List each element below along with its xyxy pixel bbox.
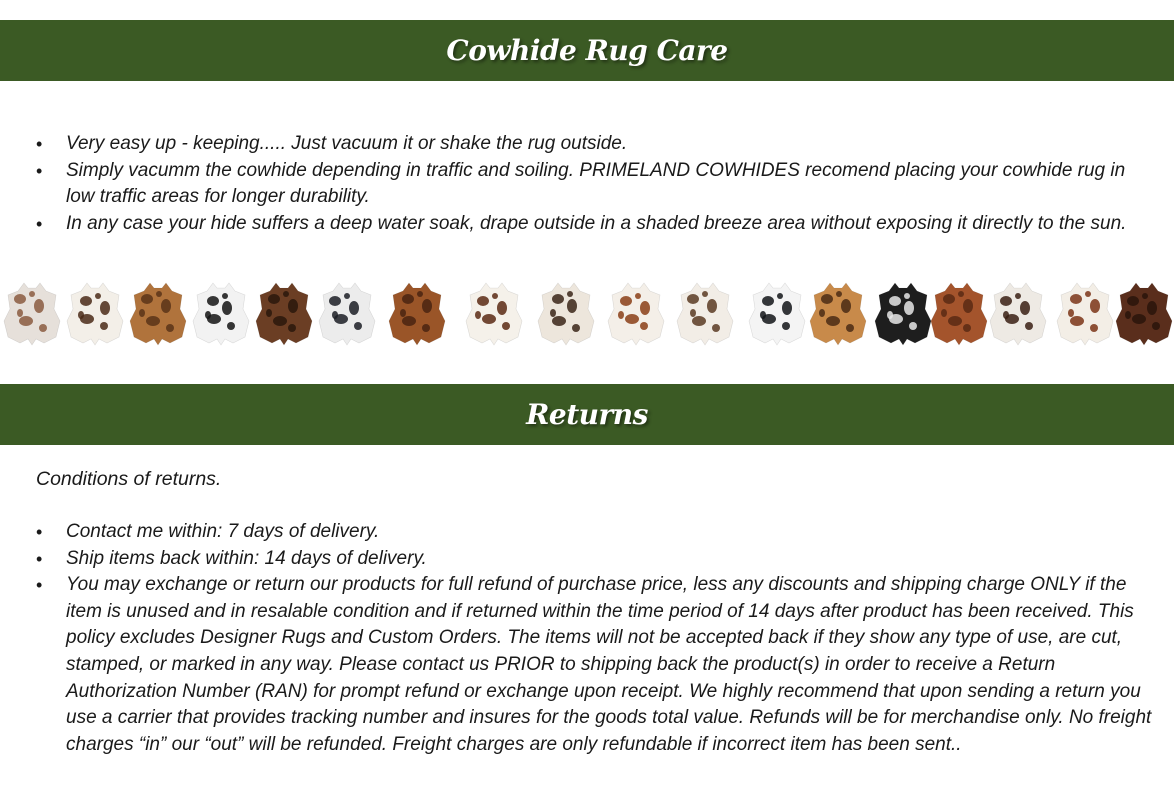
cowhide-rug-thumbnail (1057, 283, 1113, 345)
cowhide-rug-thumbnail (990, 283, 1046, 345)
cowhide-rug-thumbnail (193, 283, 249, 345)
cowhide-rug-thumbnail (749, 283, 805, 345)
cowhide-rug-thumbnail (256, 283, 312, 345)
care-list (36, 131, 1154, 237)
cowhide-gallery (0, 276, 1174, 350)
cowhide-rug-thumbnail (319, 283, 375, 345)
cowhide-rug-thumbnail (677, 283, 733, 345)
returns-bullet: • Ship items back within: 14 days of delivery. (36, 546, 1154, 573)
care-bullet: • In any case your hide suffers a deep water soak, drape outside in a shaded breeze area without exposing it directly to the sun. (36, 211, 1154, 238)
returns-title: Returns (526, 398, 648, 431)
care-banner (0, 20, 1174, 81)
cowhide-rug-thumbnail (810, 283, 866, 345)
cowhide-rug-thumbnail (1116, 283, 1172, 345)
care-bullet: • Simply vacumm the cowhide depending in traffic and soiling. PRIMELAND COWHIDES recomend placing your cowhide rug in low traffic areas for longer durability. (36, 158, 1154, 211)
cowhide-rug-thumbnail (389, 283, 445, 345)
returns-bullet: • Contact me within: 7 days of delivery. (36, 519, 1154, 546)
conditions-heading: Conditions of returns. (36, 468, 222, 490)
cowhide-rug-thumbnail (875, 283, 931, 345)
cowhide-rug-thumbnail (538, 283, 594, 345)
cowhide-rug-thumbnail (608, 283, 664, 345)
care-title: Cowhide Rug Care (446, 34, 728, 67)
cowhide-rug-thumbnail (67, 283, 123, 345)
cowhide-rug-thumbnail (466, 283, 522, 345)
returns-list (36, 519, 1154, 758)
cowhide-rug-thumbnail (130, 283, 186, 345)
care-bullet: • Very easy up - keeping..... Just vacuum it or shake the rug outside. (36, 131, 1154, 158)
returns-banner (0, 384, 1174, 445)
cowhide-rug-thumbnail (931, 283, 987, 345)
returns-bullet: • You may exchange or return our products for full refund of purchase price, less any discounts and shipping charge ONLY if the item is unused and in resalable condition and if returned within the time period of 14 days after product has been received. This policy excludes Designer Rugs and Custom Orders. The items will not be accepted back if they show any type of use, are cut, stamped, or marked in any way. Please contact us PRIOR to shipping back the product(s) in order to receive a Return Authorization Number (RAN) for prompt refund or exchange upon receipt. We highly recommend that upon sending a return you use a carrier that provides tracking number and insures for the goods total value. Refunds will be for merchandise only. No freight charges “in” our “out” will be refunded. Freight charges are only refundable if incorrect item has been sent.. (36, 572, 1154, 758)
cowhide-rug-thumbnail (4, 283, 60, 345)
